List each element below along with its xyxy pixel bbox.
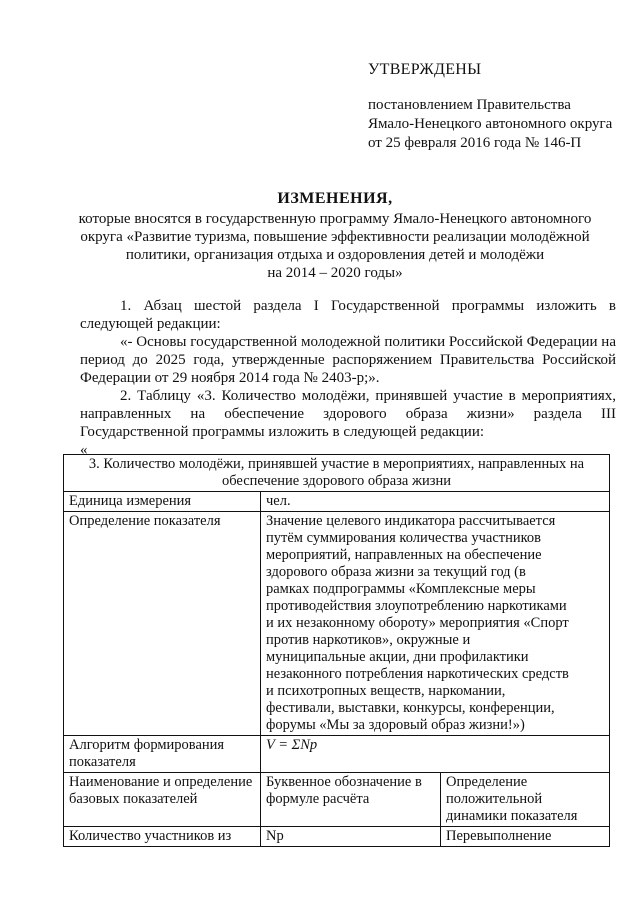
base-indicators-label: Наименование и определение базовых показателей [64, 773, 261, 827]
title-line-2: округа «Развитие туризма, повышение эффективности реализации молодёжной [80, 229, 590, 245]
letter-designation-header: Буквенное обозначение в формуле расчёта [261, 773, 441, 827]
definition-value: Значение целевого индикатора рассчитывается путём суммирования количества участников мероприятий, направленных на обеспечение здорового образа жизни за текущий год (в рамках подпрограммы «Комплексные меры противодействия злоупотреблению наркотиками и их незаконному обороту» мероприятия «Спорт против наркотиков», окружные и муниципальные акции, дни профилактики незаконного потребления наркотических средств и психотропных веществ, наркомании, фестивали, выставки, конкурсы, конференции, форумы «Мы за здоровый образ жизни!») [261, 512, 610, 736]
algorithm-formula: V = ΣNp [261, 736, 610, 773]
definition-label: Определение показателя [64, 512, 261, 736]
paragraph-2: «- Основы государственной молодежной политики Российской Федерации на период до 2025 года, утвержденные распоряжением Правительства Российской Федерации от 29 ноября 2014 года № 2403-р;». [80, 334, 616, 386]
table-row [64, 512, 610, 736]
document-title [70, 190, 600, 282]
table-row [64, 773, 610, 827]
table-row [64, 736, 610, 773]
title-line-4: на 2014 – 2020 годы» [267, 265, 403, 281]
table-row [64, 492, 610, 512]
document-body [80, 297, 616, 459]
approval-line-3: от 25 февраля 2016 года № 146-П [368, 135, 582, 151]
positive-dynamics-header: Определение положительной динамики показателя [441, 773, 610, 827]
table-row [64, 455, 610, 492]
indicator-table [63, 454, 610, 847]
unit-value: чел. [261, 492, 610, 512]
approval-line-1: постановлением Правительства [368, 97, 571, 113]
approval-block [368, 60, 628, 153]
approval-heading: УТВЕРЖДЕНЫ [368, 61, 482, 78]
paragraph-1: 1. Абзац шестой раздела I Государственной программы изложить в следующей редакции: [80, 298, 616, 332]
participants-dynamic: Перевыполнение [441, 827, 610, 847]
participants-label: Количество участников из [64, 827, 261, 847]
paragraph-3: 2. Таблицу «3. Количество молодёжи, принявшей участие в мероприятиях, направленных на обеспечение здорового образа жизни» раздела III Государственной программы изложить в следующей редакции: [80, 388, 616, 440]
title-main: ИЗМЕНЕНИЯ, [277, 190, 393, 207]
algorithm-label: Алгоритм формирования показателя [64, 736, 261, 773]
participants-symbol: Np [261, 827, 441, 847]
table-header: 3. Количество молодёжи, принявшей участие в мероприятиях, направленных на обеспечение здорового образа жизни [64, 455, 610, 492]
title-line-3: политики, организация отдыха и оздоровления детей и молодёжи [125, 247, 545, 263]
table-row [64, 827, 610, 847]
open-quote: « [80, 442, 88, 458]
approval-line-2: Ямало-Ненецкого автономного округа [368, 116, 613, 132]
title-line-1: которые вносятся в государственную программу Ямало-Ненецкого автономного [78, 211, 592, 227]
unit-label: Единица измерения [64, 492, 261, 512]
